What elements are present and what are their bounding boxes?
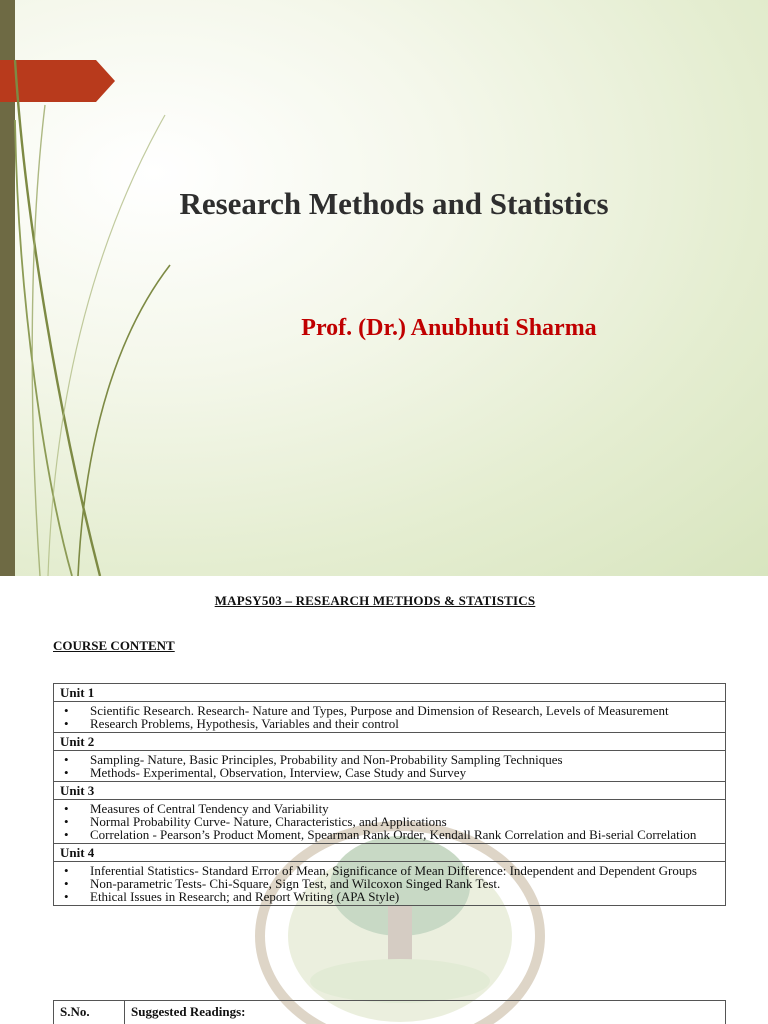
unit-heading: Unit 1 <box>54 684 726 702</box>
author-name: Prof. (Dr.) Anubhuti Sharma <box>301 315 597 341</box>
unit-heading: Unit 4 <box>54 844 726 862</box>
unit-topics <box>54 862 726 906</box>
suggested-readings-table <box>53 1000 726 1024</box>
unit-topic-item: • Ethical Issues in Research; and Report Writing (APA Style) <box>60 890 719 903</box>
decorative-swirl-icon <box>0 0 200 576</box>
readings-title-header: Suggested Readings: <box>125 1001 726 1024</box>
course-content-slide <box>0 576 768 1024</box>
unit-topics <box>54 800 726 844</box>
unit-topic-item: • Methods- Experimental, Observation, Interview, Case Study and Survey <box>60 766 719 779</box>
unit-heading: Unit 3 <box>54 782 726 800</box>
unit-topic-item: • Normal Probability Curve- Nature, Characteristics, and Applications <box>60 815 719 828</box>
course-units-table <box>53 683 726 906</box>
section-heading: COURSE CONTENT <box>53 638 175 653</box>
unit-topic-item: • Scientific Research. Research- Nature and Types, Purpose and Dimension of Research, Levels of Measurement <box>60 704 719 717</box>
unit-topic-item: • Research Problems, Hypothesis, Variables and their control <box>60 717 719 730</box>
unit-topic-item: • Non-parametric Tests- Chi-Square, Sign Test, and Wilcoxon Singed Rank Test. <box>60 877 719 890</box>
unit-topic-item: • Sampling- Nature, Basic Principles, Probability and Non-Probability Sampling Techniques <box>60 753 719 766</box>
unit-topics <box>54 702 726 733</box>
unit-topics <box>54 751 726 782</box>
unit-heading: Unit 2 <box>54 733 726 751</box>
unit-topic-item: • Correlation - Pearson’s Product Moment, Spearman Rank Order, Kendall Rank Correlation and Bi-serial Correlation <box>60 828 719 841</box>
readings-sno-header: S.No. <box>54 1001 125 1024</box>
unit-topic-item: • Measures of Central Tendency and Variability <box>60 802 719 815</box>
document-title: MAPSY503 – RESEARCH METHODS & STATISTICS <box>214 593 536 608</box>
slide-title: Research Methods and Statistics <box>179 186 609 221</box>
unit-topic-item: • Inferential Statistics- Standard Error of Mean, Significance of Mean Difference: Independent and Dependent Groups <box>60 864 719 877</box>
